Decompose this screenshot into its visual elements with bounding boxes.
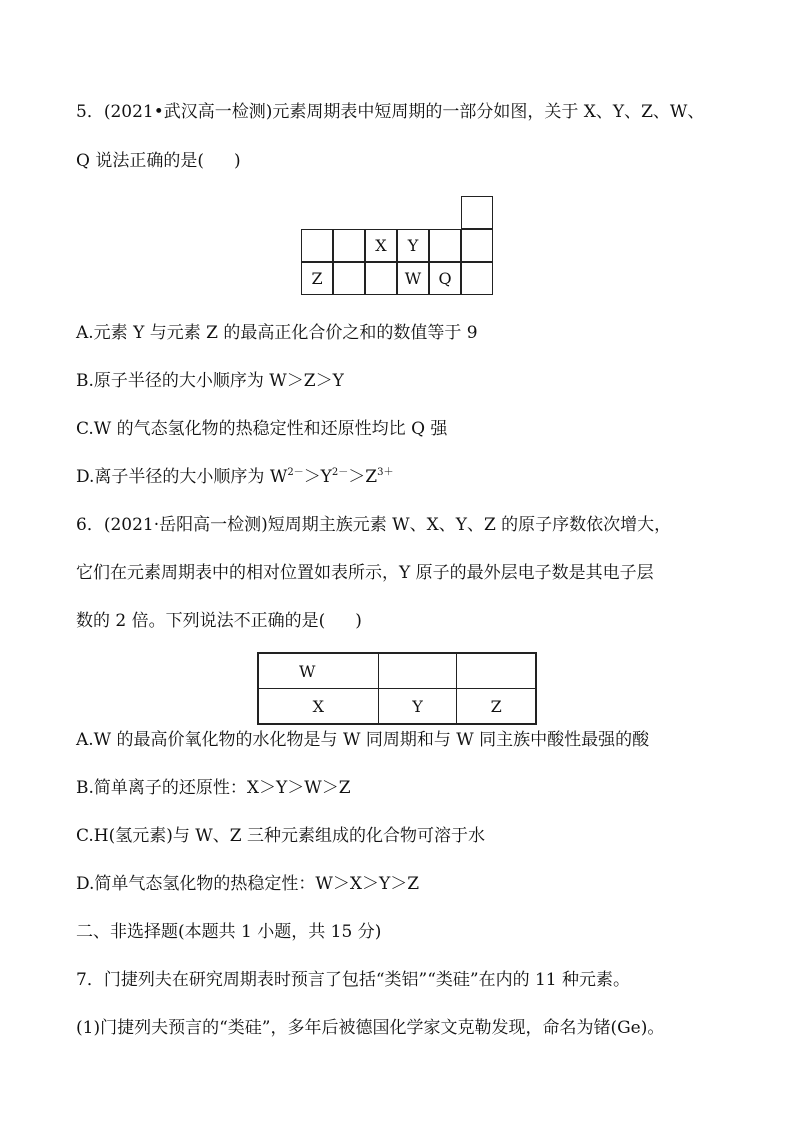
- q5-option-d-mid1: ＞Y: [303, 467, 332, 487]
- grid-cell-x: X: [365, 229, 397, 262]
- z-ion-charge: 3＋: [377, 467, 394, 478]
- grid-cell-q: Q: [429, 262, 461, 295]
- q5-option-b: B.原子半径的大小顺序为 W＞Z＞Y: [76, 371, 344, 391]
- q5-option-d-text: D.离子半径的大小顺序为 W: [76, 467, 288, 487]
- q5-stem-start: Q 说法正确的是(: [76, 151, 204, 171]
- q5-stem-line2: [76, 149, 241, 173]
- q5-option-d-mid2: ＞Z: [348, 467, 378, 487]
- grid-cell: [333, 229, 365, 262]
- q5-stem-end: ): [233, 151, 241, 171]
- q5-stem-line1: 5．(2021•武汉高一检测)元素周期表中短周期的一部分如图，关于 X、Y、Z、W、: [76, 102, 705, 122]
- q6-option-d: D.简单气态氢化物的热稳定性：W＞X＞Y＞Z: [76, 874, 420, 894]
- table-cell: [378, 653, 457, 689]
- q5-option-d: [76, 465, 393, 489]
- table-row: [258, 653, 536, 689]
- q6-stem-end: ): [355, 611, 362, 631]
- periodic-table-fragment: [301, 196, 493, 295]
- grid-cell: [301, 229, 333, 262]
- w-ion-charge: 2－: [287, 467, 304, 478]
- grid-cell: [461, 196, 493, 229]
- grid-cell: [461, 229, 493, 262]
- grid-cell-y: Y: [397, 229, 429, 262]
- grid-cell-w: W: [397, 262, 429, 295]
- table-cell-y: Y: [378, 689, 457, 725]
- table-cell: [457, 653, 536, 689]
- q7-stem-line2: (1)门捷列夫预言的“类硅”，多年后被德国化学家文克勒发现，命名为锗(Ge)。: [76, 1018, 665, 1038]
- grid-cell-z: Z: [301, 262, 333, 295]
- q6-option-b: B.简单离子的还原性：X＞Y＞W＞Z: [76, 778, 351, 798]
- q5-option-a: A.元素 Y 与元素 Z 的最高正化合价之和的数值等于 9: [76, 323, 478, 343]
- q5-option-c: C.W 的气态氢化物的热稳定性和还原性均比 Q 强: [76, 419, 448, 439]
- q6-stem-line3: [76, 609, 362, 633]
- q7-stem-line1: 7．门捷列夫在研究周期表时预言了包括“类铝”“类硅”在内的 11 种元素。: [76, 970, 631, 990]
- table-cell-x: X: [258, 689, 378, 725]
- table-cell-z: Z: [457, 689, 536, 725]
- table-cell-w: W: [258, 653, 378, 689]
- q6-stem-start: 数的 2 倍。下列说法不正确的是(: [76, 611, 326, 631]
- grid-cell: [429, 229, 461, 262]
- table-row: [258, 689, 536, 725]
- section-heading: 二、非选择题(本题共 1 小题，共 15 分): [76, 922, 382, 942]
- q6-option-c: C.H(氢元素)与 W、Z 三种元素组成的化合物可溶于水: [76, 826, 485, 846]
- y-ion-charge: 2－: [331, 467, 349, 478]
- grid-cell: [461, 262, 493, 295]
- q6-option-a: A.W 的最高价氧化物的水化物是与 W 同周期和与 W 同主族中酸性最强的酸: [76, 730, 650, 750]
- q6-stem-line1: 6．(2021·岳阳高一检测)短周期主族元素 W、X、Y、Z 的原子序数依次增大，: [76, 515, 672, 535]
- element-position-table: [257, 652, 537, 725]
- q6-stem-line2: 它们在元素周期表中的相对位置如表所示，Y 原子的最外层电子数是其电子层: [76, 563, 654, 583]
- grid-cell: [333, 262, 365, 295]
- grid-cell: [365, 262, 397, 295]
